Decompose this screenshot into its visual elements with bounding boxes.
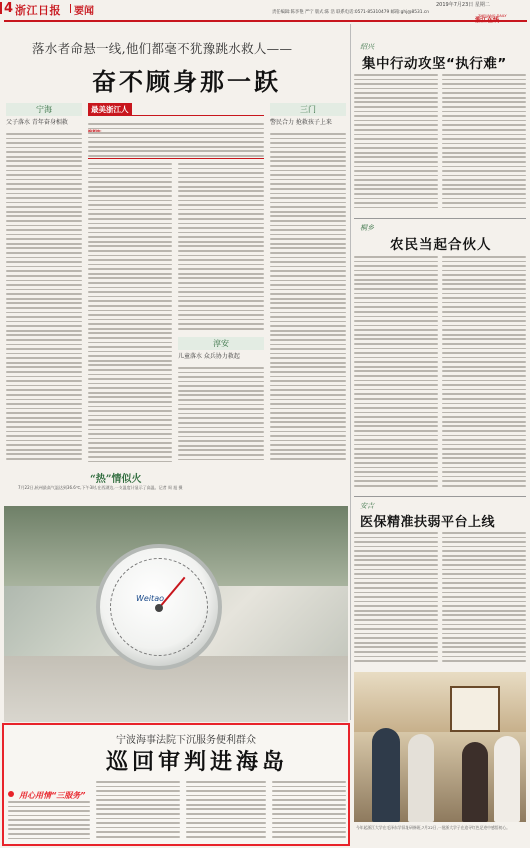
tag-tongxiang: 桐乡 (360, 224, 374, 232)
right-mid-col2-text (442, 256, 526, 492)
tag-anji: 安吉 (360, 502, 374, 510)
feature-kicker: 宁波海事法院下沉服务便利群众 (116, 735, 256, 746)
photo-frame-display (450, 686, 500, 732)
feature-side-title (8, 783, 90, 800)
photo-caption-title: “热”情似火 (90, 474, 142, 485)
right-mid-headline: 农民当起合伙人 (390, 237, 492, 253)
section-divider (70, 4, 71, 13)
lead-col1-text (6, 133, 82, 468)
feature-col1-text (8, 801, 90, 843)
lead-kicker: 落水者命悬一线,他们都毫不犹豫跳水救人—— (32, 41, 293, 56)
photo-person-1 (372, 728, 400, 822)
feature-side-label: 用心用情“三服务” (19, 791, 86, 800)
lead-col2-text (88, 163, 172, 468)
lead-headline: 奋不顾身那一跃 (92, 68, 281, 96)
right-column (352, 24, 528, 846)
lead-col4-text (270, 133, 346, 468)
subhead-sanmen-place: 三门 (270, 103, 346, 116)
right-bottom-photo-caption: 今年起浙江大学在毛泽东学旧址研修班,7月22日,一批浙大学子在追寻红色足迹中感悟初心。 (356, 825, 510, 830)
editor-note (88, 115, 264, 159)
right-divider-2 (354, 496, 526, 497)
photo-caption-block (4, 468, 348, 510)
subhead-ninghai-place: 宁海 (6, 103, 82, 116)
subhead-chunan (178, 337, 264, 361)
photo-person-2 (408, 734, 434, 822)
right-top-headline: 集中行动攻坚“执行难” (362, 56, 507, 72)
editor-note-text (88, 123, 264, 159)
right-bottom-col1-text (354, 532, 438, 667)
photo-wall (354, 672, 526, 732)
paper-name: 浙江日报 (15, 4, 61, 17)
right-divider-1 (354, 218, 526, 219)
subhead-sanmen (270, 103, 346, 127)
right-mid-col1-text (354, 256, 438, 492)
lead-col3b-text (178, 367, 264, 467)
thermometer-dial (96, 544, 222, 670)
masthead (0, 0, 530, 22)
subhead-chunan-place: 淳安 (178, 337, 264, 350)
lead-col3-text (178, 163, 264, 333)
masthead-red-bar (0, 2, 2, 14)
tag-most-beautiful: 最美浙江人 (88, 103, 132, 116)
thermometer-brand: Weitao (136, 594, 164, 603)
page-number: 4 (4, 1, 14, 16)
masthead-rule (4, 20, 527, 22)
photo-caption: 7月22日,杭州最高气温达到36.6℃,下午3时,在西湖边,一支温度计显示了高温。记者 周 旭 摄 (18, 485, 183, 490)
section-name: 要闻 (74, 6, 94, 17)
subhead-sanmen-title: 警民合力 抢救孩子上来 (270, 119, 332, 126)
subhead-chunan-title: 儿童落水 众兵协力救起 (178, 353, 240, 360)
brand-sub: ZHEJIANG DAILY (478, 14, 507, 18)
feature-col3-text (186, 781, 266, 843)
thermometer-hub (155, 604, 163, 612)
feature-side-icon (8, 791, 14, 797)
date-line: 2019年7月23日 星期二 (436, 2, 490, 8)
right-top-col1-text (354, 74, 438, 214)
feature-col2-text (96, 781, 180, 843)
feature-col4-text (272, 781, 346, 843)
right-top-col2-text (442, 74, 526, 214)
right-bottom-photo (354, 672, 526, 822)
tag-shaoxing: 绍兴 (360, 43, 374, 51)
right-bottom-headline: 医保精准扶弱平台上线 (360, 515, 496, 530)
column-separator (350, 24, 351, 720)
editors-line: 责任编辑:陈李艳 严宁 版式:陈 浩 联系电话:0571-85310479 邮箱:ghj@8531.cn (272, 10, 429, 15)
feature-headline: 巡回审判进海岛 (106, 750, 289, 775)
lead-story (4, 25, 348, 467)
subhead-ninghai-title: 父子落水 青年奋身相救 (6, 119, 68, 126)
right-bottom-col2-text (442, 532, 526, 667)
photo-person-4 (494, 736, 520, 822)
photo-thermometer (4, 506, 348, 722)
photo-person-3 (462, 742, 488, 822)
feature-box (2, 723, 350, 846)
subhead-ninghai (6, 103, 82, 127)
